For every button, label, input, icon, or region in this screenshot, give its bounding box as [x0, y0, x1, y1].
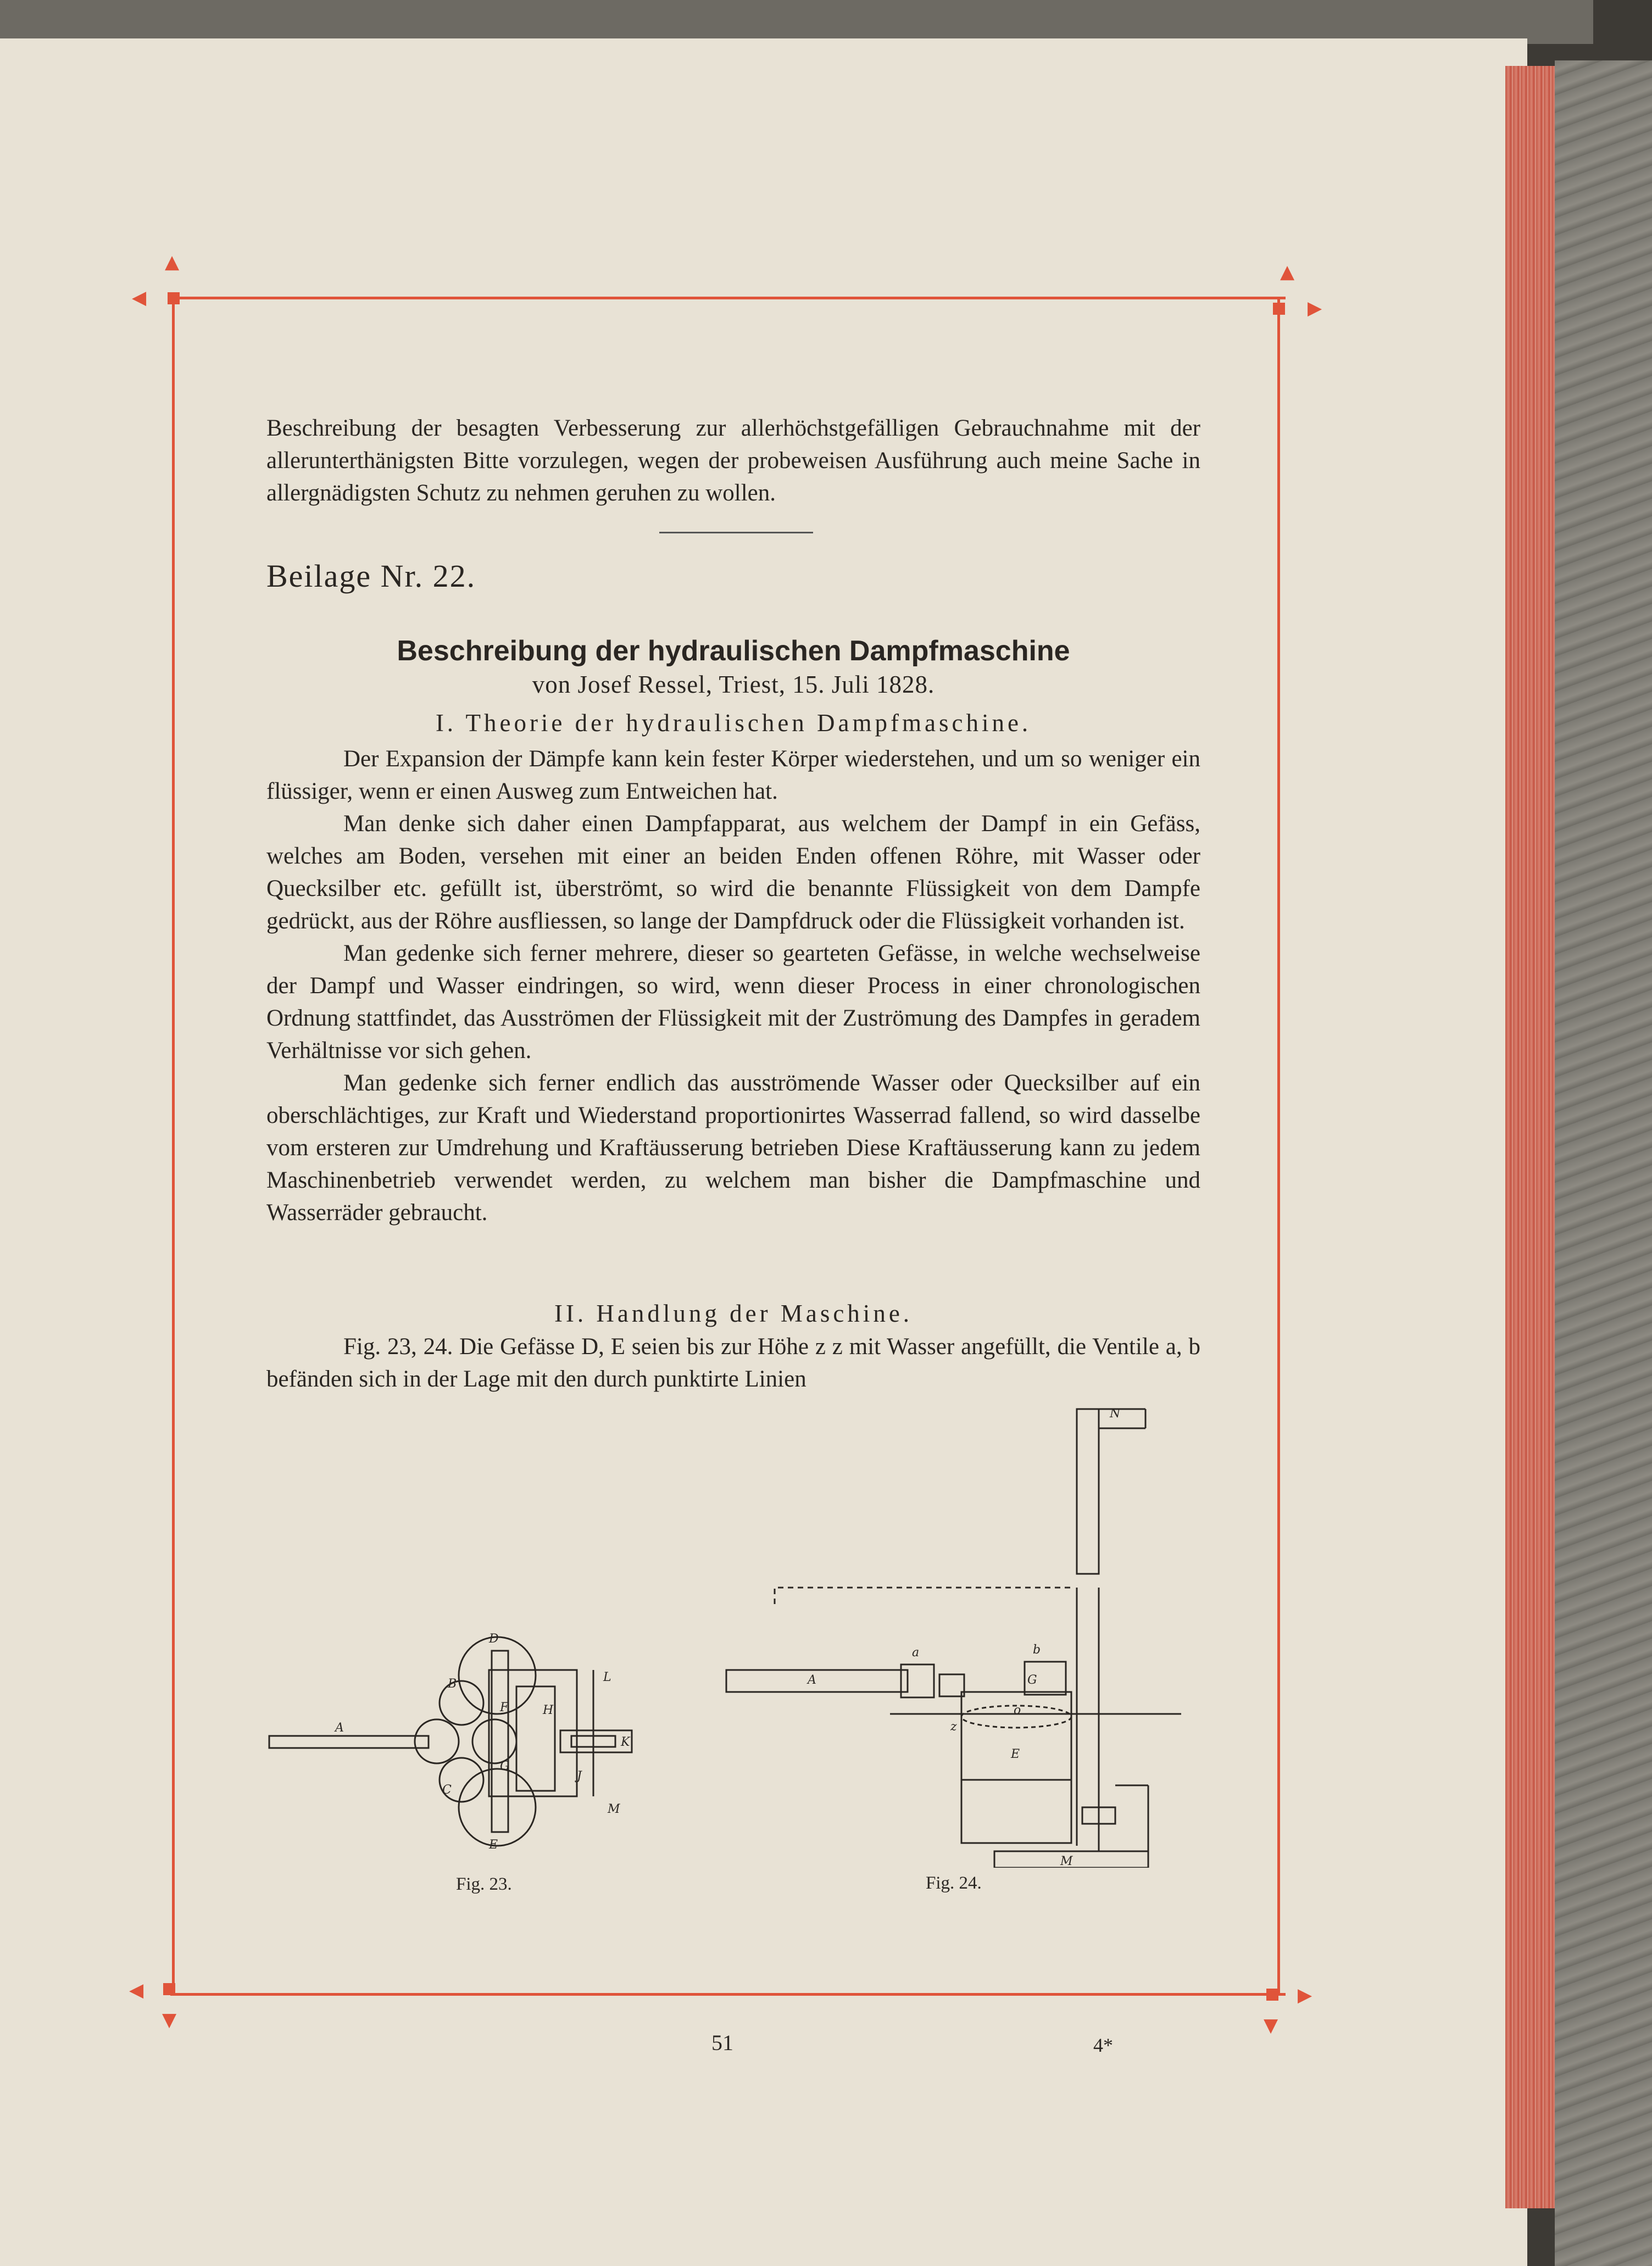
figure-label: L [603, 1671, 611, 1684]
figure-label: K [621, 1735, 630, 1749]
appendix-label: Beilage Nr. 22. [266, 558, 476, 594]
section-heading-theory: I. Theorie der hydraulischen Dampfmaschine. [435, 709, 1032, 737]
figure-23-caption: Fig. 23. [456, 1874, 512, 1894]
figure-24-drawing [720, 1406, 1214, 1868]
figure-label: A [808, 1673, 816, 1687]
figure-label: D [489, 1632, 499, 1646]
figure-label: a [912, 1646, 920, 1660]
page-number: 51 [711, 2030, 733, 2055]
figure-label: B [448, 1677, 457, 1691]
figure-label: o [1014, 1703, 1021, 1717]
paragraph: Man denke sich daher einen Dampfapparat, aus welchem der Dampf in ein Gefäss, welches am Boden, versehen mit einer an beiden Enden offenen Röhre, mit Wasser oder Quecksilber etc. gefüllt ist, überströmt, so wird die benannte Flüssigkeit von dem Dampfe gedrückt, aus der Röhre ausfliessen, so lange der Dampfdruck oder die Flüssigkeit vorhanden ist. [266, 811, 1200, 934]
frame-arrow-icon: ▶ [1308, 297, 1322, 319]
book-binding [1555, 60, 1652, 2266]
figure-label: G [1027, 1673, 1037, 1687]
frame-arrow-icon: ▼ [1264, 2014, 1278, 2036]
figure-label: E [489, 1838, 498, 1852]
document-subtitle: von Josef Ressel, Triest, 15. Juli 1828. [532, 671, 935, 698]
frame-arrow-icon: ◀ [132, 287, 147, 309]
continuation-paragraph: Beschreibung der besagten Verbesserung zur allerhöchstgefälligen Gebrauchnahme mit der allerunterthänigsten Bitte vorzulegen, wegen der probeweisen Ausführung auch meine Sache in allergnädigsten Schutz zu nehmen geruhen zu wollen. [266, 415, 1200, 506]
figure-label: J [577, 1769, 582, 1783]
figure-label: C [442, 1783, 452, 1797]
figure-label: H [543, 1703, 554, 1717]
figure-label: M [608, 1802, 620, 1816]
section-heading-operation: II. Handlung der Maschine. [554, 1300, 913, 1327]
frame-arrow-icon: ◀ [129, 1979, 144, 2001]
figure-label: E [1011, 1747, 1020, 1761]
figure-label: M [1060, 1855, 1073, 1868]
frame-arrow-icon: ▼ [162, 2009, 177, 2031]
paragraph: Der Expansion der Dämpfe kann kein fester Körper wiederstehen, und um so weniger ein flüssiger, wenn er einen Ausweg zum Entweichen hat. [266, 746, 1200, 804]
figure-label: b [1033, 1643, 1041, 1657]
theory-body [266, 743, 1200, 1229]
frame-arrow-icon: ▶ [1298, 1984, 1312, 2006]
paragraph: Fig. 23, 24. Die Gefässe D, E seien bis zur Höhe z z mit Wasser angefüllt, die Ventile a, b befänden sich in der Lage mit den durch punktirte Linien [266, 1334, 1200, 1392]
figure-label: G [500, 1760, 510, 1773]
book-top-edge [0, 0, 1593, 44]
figure-23-drawing [264, 1626, 665, 1868]
figure-24-caption: Fig. 24. [926, 1873, 982, 1893]
figure-label: z [950, 1720, 957, 1734]
paragraph: Man gedenke sich ferner mehrere, dieser so gearteten Gefässe, in welche wechselweise der Dampf und Wasser eindringen, so wird, wenn dieser Process in einer chronologischen Ordnung stattfindet, das Ausströmen der Flüssigkeit mit der Zuströmung des Dampfes in geradem Verhältnisse vor sich gehen. [266, 940, 1200, 1064]
page-fore-edge [1505, 66, 1555, 2208]
signature-mark: 4* [1093, 2034, 1113, 2056]
frame-arrow-icon: ▲ [1280, 261, 1295, 283]
operation-body [266, 1330, 1200, 1395]
section-divider [659, 532, 813, 533]
figure-label: A [335, 1721, 344, 1735]
figure-label: F [500, 1701, 509, 1714]
frame-arrow-icon: ▲ [165, 251, 180, 273]
figure-label: N [1110, 1407, 1121, 1421]
document-title: Beschreibung der hydraulischen Dampfmaschine [397, 635, 1070, 667]
paragraph: Man gedenke sich ferner endlich das ausströmende Wasser oder Quecksilber auf ein oberschlächtiges, zur Kraft und Wiederstand proportionirtes Wasserrad fallend, so wird dasselbe vom ersteren zur Umdrehung und Kraftäusserung betrieben Diese Kraftäusserung kann zu jedem Maschinenbetrieb verwendet werden, zu welchem man bisher die Dampfmaschine und Wasserräder gebraucht. [266, 1070, 1200, 1226]
